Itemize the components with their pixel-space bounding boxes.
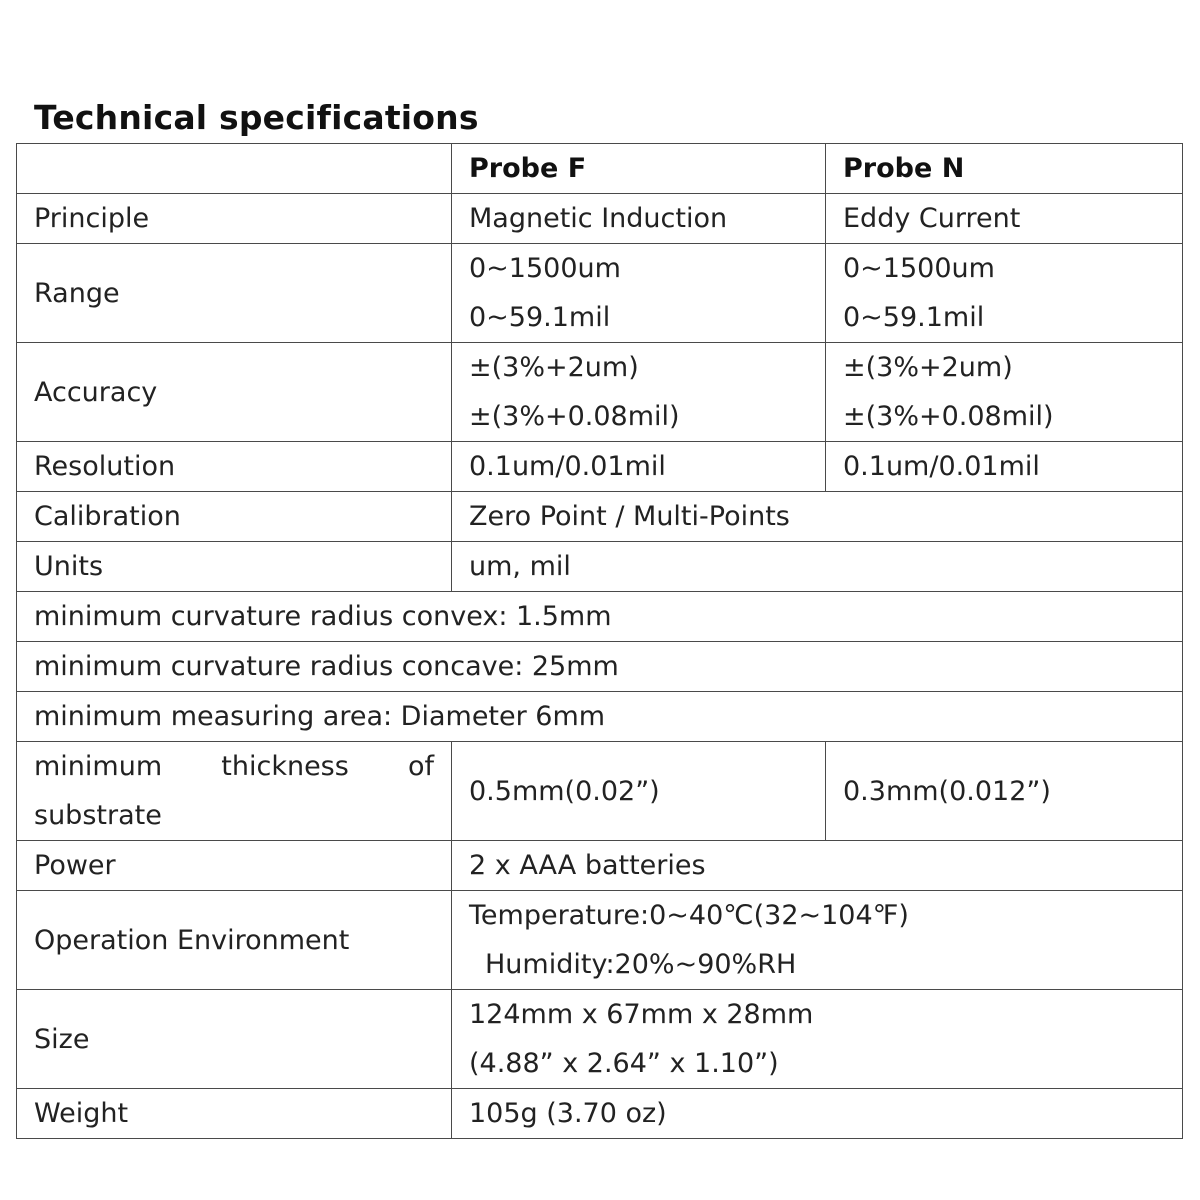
- header-probe-n: Probe N: [826, 144, 1183, 194]
- substrate-word-minimum: minimum: [34, 751, 163, 782]
- row-curvature-concave: [17, 642, 1183, 692]
- substrate-word-of: of: [407, 751, 434, 782]
- accuracy-probe-f-mil: ±(3%+0.08mil): [469, 401, 680, 432]
- power-label: Power: [17, 841, 452, 891]
- row-principle: [17, 194, 1183, 244]
- row-weight: [17, 1089, 1183, 1139]
- header-empty-cell: [17, 144, 452, 194]
- environment-humidity: Humidity:20%~90%RH: [485, 949, 797, 980]
- curvature-convex-text: minimum curvature radius convex: 1.5mm: [17, 592, 1183, 642]
- page-title: Technical specifications: [34, 98, 479, 137]
- row-calibration: [17, 492, 1183, 542]
- environment-value: [452, 891, 1183, 990]
- row-curvature-convex: [17, 592, 1183, 642]
- weight-value: 105g (3.70 oz): [452, 1089, 1183, 1139]
- measuring-area-text: minimum measuring area: Diameter 6mm: [17, 692, 1183, 742]
- accuracy-probe-n: [826, 343, 1183, 442]
- units-label: Units: [17, 542, 452, 592]
- row-range: [17, 244, 1183, 343]
- row-size: [17, 990, 1183, 1089]
- row-accuracy: [17, 343, 1183, 442]
- row-operation-environment: [17, 891, 1183, 990]
- range-probe-f-um: 0~1500um: [469, 253, 621, 284]
- power-value: 2 x AAA batteries: [452, 841, 1183, 891]
- row-units: [17, 542, 1183, 592]
- substrate-probe-n: 0.3mm(0.012”): [826, 742, 1183, 841]
- principle-probe-f: Magnetic Induction: [452, 194, 826, 244]
- principle-probe-n: Eddy Current: [826, 194, 1183, 244]
- weight-label: Weight: [17, 1089, 452, 1139]
- substrate-label-line1: [34, 742, 434, 791]
- size-metric: 124mm x 67mm x 28mm: [469, 999, 814, 1030]
- range-probe-n-mil: 0~59.1mil: [843, 302, 985, 333]
- accuracy-probe-n-mil: ±(3%+0.08mil): [843, 401, 1054, 432]
- range-probe-n: [826, 244, 1183, 343]
- specifications-table: [16, 143, 1183, 1139]
- environment-label: Operation Environment: [17, 891, 452, 990]
- substrate-word-thickness: thickness: [221, 751, 349, 782]
- calibration-label: Calibration: [17, 492, 452, 542]
- row-power: [17, 841, 1183, 891]
- calibration-value: Zero Point / Multi-Points: [452, 492, 1183, 542]
- units-value: um, mil: [452, 542, 1183, 592]
- accuracy-label: Accuracy: [17, 343, 452, 442]
- environment-temperature: Temperature:0~40℃(32~104℉): [469, 900, 909, 931]
- size-imperial: (4.88” x 2.64” x 1.10”): [469, 1048, 779, 1079]
- row-substrate-thickness: [17, 742, 1183, 841]
- range-probe-f: [452, 244, 826, 343]
- resolution-probe-n: 0.1um/0.01mil: [826, 442, 1183, 492]
- substrate-label-line2: substrate: [34, 800, 162, 831]
- row-resolution: [17, 442, 1183, 492]
- resolution-label: Resolution: [17, 442, 452, 492]
- substrate-probe-f: 0.5mm(0.02”): [452, 742, 826, 841]
- resolution-probe-f: 0.1um/0.01mil: [452, 442, 826, 492]
- header-probe-f: Probe F: [452, 144, 826, 194]
- range-label: Range: [17, 244, 452, 343]
- substrate-label: [17, 742, 452, 841]
- principle-label: Principle: [17, 194, 452, 244]
- accuracy-probe-n-um: ±(3%+2um): [843, 352, 1013, 383]
- size-value: [452, 990, 1183, 1089]
- size-label: Size: [17, 990, 452, 1089]
- accuracy-probe-f-um: ±(3%+2um): [469, 352, 639, 383]
- accuracy-probe-f: [452, 343, 826, 442]
- range-probe-n-um: 0~1500um: [843, 253, 995, 284]
- table-header-row: [17, 144, 1183, 194]
- row-measuring-area: [17, 692, 1183, 742]
- curvature-concave-text: minimum curvature radius concave: 25mm: [17, 642, 1183, 692]
- range-probe-f-mil: 0~59.1mil: [469, 302, 611, 333]
